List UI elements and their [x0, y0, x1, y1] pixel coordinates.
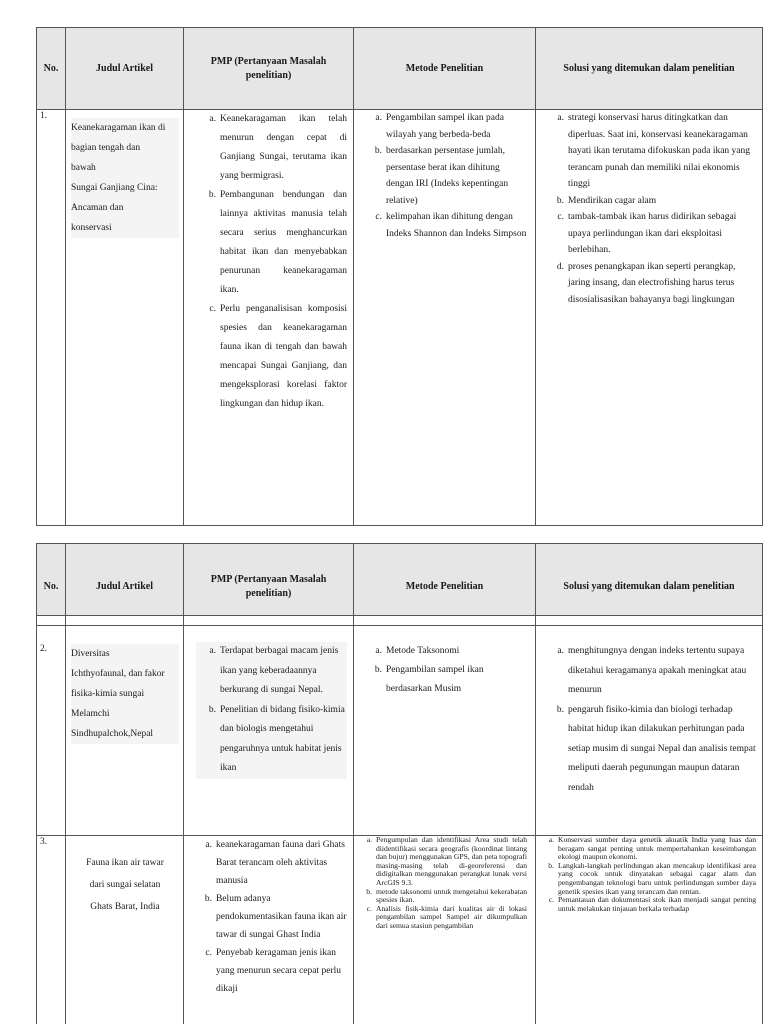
- title-line: bagian tengah dan: [71, 143, 141, 153]
- list-item: d. proses penangkapan ikan seperti perangkap, jaring insang, dan electrofishing harus terus disosialisasikan bahayanya bagi lingkungan: [556, 261, 736, 305]
- list-item: a. Konservasi sumber daya genetik akuatik India yang luas dan beragam sangat penting untuk mempertahankan keseimbangan ekologi maupun ekonomi.: [548, 835, 756, 862]
- row-number: 2.: [37, 626, 66, 836]
- research-solutions: [536, 626, 763, 836]
- list-item: c. Analisis fisik-kimia dari kualitas air di lokasi pengambilan sampel Sampel air dikumpulkan dari semua stasiun pengambilan: [366, 903, 527, 930]
- table-row: [37, 836, 763, 1024]
- title-line: dari sungai selatan: [89, 880, 161, 890]
- list-item: a. Metode Taksonomi: [375, 646, 460, 656]
- research-solutions: [536, 110, 763, 526]
- problem-questions: [184, 626, 354, 836]
- title-line: Sungai Ganjiang Cina:: [71, 183, 158, 193]
- title-line: Sindhupalchok,Nepal: [71, 729, 154, 739]
- list-item: a. Pengambilan sampel ikan pada wilayah yang berbeda-beda: [375, 113, 504, 140]
- header-solusi: Solusi yang ditemukan dalam penelitian: [536, 28, 763, 110]
- list-item: c. Pemantauan dan dokumentasi stok ikan menjadi sangat penting untuk melakukan tinjauan berkala terhadap: [548, 895, 756, 913]
- list-item: c. tambak-tambak ikan harus didirikan sebagai upaya perlindungan ikan dari eksploitasi berlebihan.: [557, 212, 737, 255]
- title-line: fisika-kimia sungai: [71, 689, 145, 699]
- list-item: a. Keanekaragaman ikan telah menurun dengan cepat di Ganjiang Sungai, terutama ikan yang bermigrasi.: [209, 114, 347, 181]
- list-item: b. berdasarkan persentase jumlah, persentase berat ikan dihitung dengan IRI (Indeks kepentingan relative): [374, 146, 509, 206]
- header-no: No.: [37, 544, 66, 616]
- list-item: c. kelimpahan ikan dihitung dengan Indeks Shannon dan Indeks Simpson: [375, 212, 527, 239]
- article-table-page-2: [36, 543, 763, 1024]
- list-item: c. Penyebab keragaman jenis ikan yang menurun secara cepat perlu dikaji: [205, 948, 342, 994]
- list-item: b. Langkah-langkah perlindungan akan mencakup identifikasi area yang cocok untuk dinyatakan sebagai cagar alam dan pengembangan teknologi baru untuk perlindungan sumber daya genetik spesies ikan yang terancam dan rentan.: [548, 860, 756, 896]
- title-line: Ichthyofaunal, dan fakor: [71, 669, 165, 679]
- problem-questions: [184, 110, 354, 526]
- list-item: b. Pengambilan sampel ikan berdasarkan Musim: [374, 665, 484, 694]
- title-line: Ghats Barat, India: [90, 902, 160, 912]
- article-title: [66, 836, 184, 1024]
- title-line: Diversitas: [71, 649, 110, 659]
- table-row: [37, 626, 763, 836]
- header-no: No.: [37, 28, 66, 110]
- list-item: a. keanekaragaman fauna dari Ghats Barat terancam oleh aktivitas manusia: [205, 840, 345, 886]
- header-metode: Metode Penelitian: [354, 28, 536, 110]
- research-solutions: [536, 836, 763, 1024]
- table-header-row: [37, 544, 763, 616]
- list-item: c. Perlu penganalisisan komposisi spesies dan keanekaragaman fauna ikan di tengah dan bawah mencapai Sungai Ganjiang, dan mengeksplorasi korelasi faktor lingkungan dan hidup ikan.: [209, 304, 347, 409]
- list-item: a. Pengumpulan dan identifikasi Area studi telah diidentifikasi secara geografis (koordinat lintang dan bujur) menggunakan GPS, dan peta topografi masing-masing telah di-georeferensi dan didigitalkan menggunakan perangkat lunak versi ArcGIS 9.3.: [366, 835, 527, 887]
- list-item: a. Terdapat berbagai macam jenis ikan yang keberadaannya berkurang di sungai Nepal.: [209, 646, 339, 695]
- title-line: Keanekaragaman ikan di: [71, 123, 166, 133]
- list-item: b. metode taksonomi untuk mengetahui kekerabatan spesies ikan.: [366, 886, 527, 905]
- header-judul: Judul Artikel: [66, 28, 184, 110]
- research-methods: [354, 836, 536, 1024]
- title-line: Fauna ikan air tawar: [86, 858, 164, 868]
- title-line: konservasi: [71, 223, 112, 233]
- list-item: b. Penelitian di bidang fisiko-kimia dan biologis mengetahui pengaruhnya untuk habitat jenis ikan: [208, 704, 345, 773]
- problem-questions: [184, 836, 354, 1024]
- table-header-row: [37, 28, 763, 110]
- list-item: b. Mendirikan cagar alam: [556, 195, 657, 206]
- list-item: b. pengaruh fisiko-kimia dan biologi terhadap habitat hidup ikan dilakukan perhitungan pada setiap musim di sungai Nepal dan analisis tempat meliputi daerah pegunungan maupun dataran rendah: [556, 704, 756, 793]
- article-title: [66, 626, 184, 836]
- list-item: a. menghitungnya dengan indeks tertentu supaya diketahui keragamanya apakah meningkat atau menurun: [557, 646, 747, 695]
- list-item: b. Pembangunan bendungan dan lainnya aktivitas manusia telah secara serius menghancurkan habitat ikan dan menyebabkan penurunan keanekaragaman ikan.: [208, 190, 347, 295]
- table-row: [37, 110, 763, 526]
- research-methods: [354, 110, 536, 526]
- article-title: [66, 110, 184, 526]
- title-line: bawah: [71, 163, 96, 173]
- title-line: Melamchi: [71, 709, 110, 719]
- list-item: b. Belum adanya pendokumentasikan fauna ikan air tawar di sungai Ghast India: [204, 894, 347, 940]
- header-solusi: Solusi yang ditemukan dalam penelitian: [536, 544, 763, 616]
- list-item: a. strategi konservasi harus ditingkatkan dan diperluas. Saat ini, konservasi keanekaragaman hayati ikan terutama difokuskan pada ikan yang terancam punah dan memiliki nilai ekonomis tinggi: [557, 113, 751, 189]
- research-methods: [354, 626, 536, 836]
- header-pmp: PMP (Pertanyaan Masalah penelitian): [184, 544, 354, 616]
- spacer-row: [37, 616, 763, 626]
- title-line: Ancaman dan: [71, 203, 124, 213]
- row-number: 3.: [37, 836, 66, 1024]
- row-number: 1.: [37, 110, 66, 526]
- article-table-page-1: [36, 27, 763, 526]
- header-metode: Metode Penelitian: [354, 544, 536, 616]
- header-pmp: PMP (Pertanyaan Masalah penelitian): [184, 28, 354, 110]
- header-judul: Judul Artikel: [66, 544, 184, 616]
